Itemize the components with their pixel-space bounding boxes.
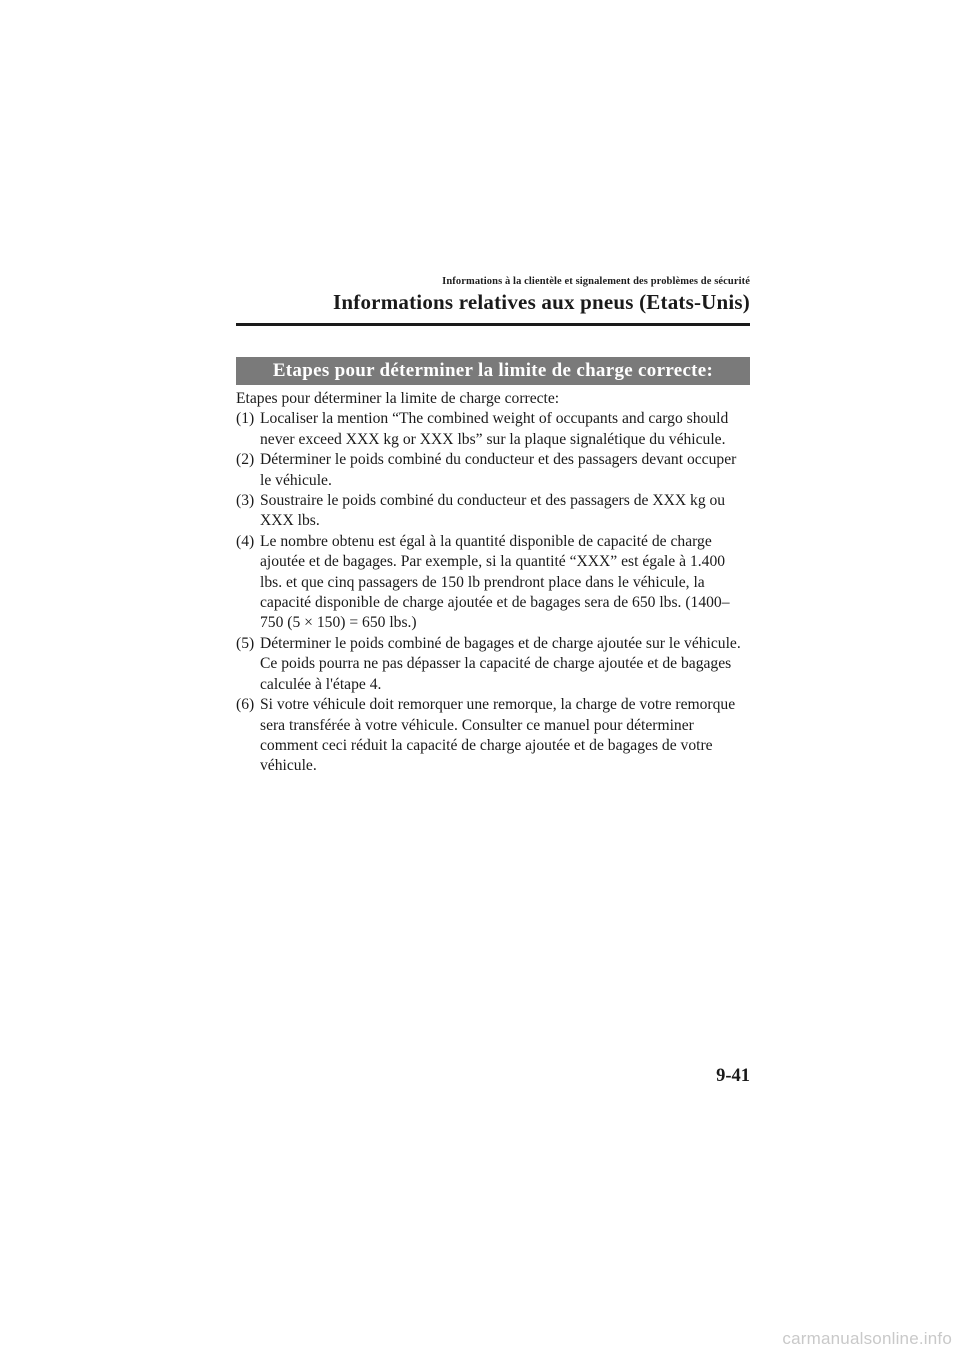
step-number: (2) <box>236 451 255 469</box>
section-heading-bar: Etapes pour déterminer la limite de charge correcte: <box>236 357 750 385</box>
step-text: Déterminer le poids combiné de bagages et de charge ajoutée sur le véhicule. Ce poids pourra ne pas dépasser la capacité de charge ajoutée et de bagages calculée à l'étape 4. <box>260 634 741 693</box>
step-text: Localiser la mention “The combined weight of occupants and cargo should never exceed XXX kg or XXX lbs” sur la plaque signalétique du véhicule. <box>260 410 729 448</box>
steps-list <box>236 409 750 776</box>
header-divider <box>236 323 750 326</box>
list-item <box>236 409 750 450</box>
list-item <box>236 695 750 777</box>
step-number: (4) <box>236 532 255 550</box>
list-item <box>236 634 750 695</box>
body-content <box>236 389 750 777</box>
page-number: 9-41 <box>716 1066 750 1086</box>
step-text: Si votre véhicule doit remorquer une remorque, la charge de votre remorque sera transférée à votre véhicule. Consulter ce manuel pour déterminer comment ceci réduit la capacité de charge ajoutée et de bagages de votre véhicule. <box>260 696 736 775</box>
step-number: (3) <box>236 492 255 510</box>
step-number: (1) <box>236 410 255 428</box>
step-number: (6) <box>236 696 255 714</box>
intro-paragraph: Etapes pour déterminer la limite de charge correcte: <box>236 390 560 407</box>
chapter-header: Informations à la clientèle et signalement des problèmes de sécurité <box>442 276 750 287</box>
list-item <box>236 450 750 491</box>
step-text: Le nombre obtenu est égal à la quantité disponible de capacité de charge ajoutée et de bagages. Par exemple, si la quantité “XXX” est égale à 1.400 lbs. et que cinq passagers de 150 lb prendront place dans le véhicule, la capacité disponible de charge ajoutée et de bagages sera de 650 lbs. (1400–750 (5 × 150) = 650 lbs.) <box>260 532 730 632</box>
list-item <box>236 491 750 532</box>
list-item <box>236 532 750 634</box>
step-text: Soustraire le poids combiné du conducteur et des passagers de XXX kg ou XXX lbs. <box>260 492 726 530</box>
section-title: Informations relatives aux pneus (Etats-Unis) <box>333 290 750 314</box>
watermark-text: carmanualsonline.info <box>782 1329 952 1348</box>
step-text: Déterminer le poids combiné du conducteur et des passagers devant occuper le véhicule. <box>260 451 737 489</box>
step-number: (5) <box>236 634 255 652</box>
